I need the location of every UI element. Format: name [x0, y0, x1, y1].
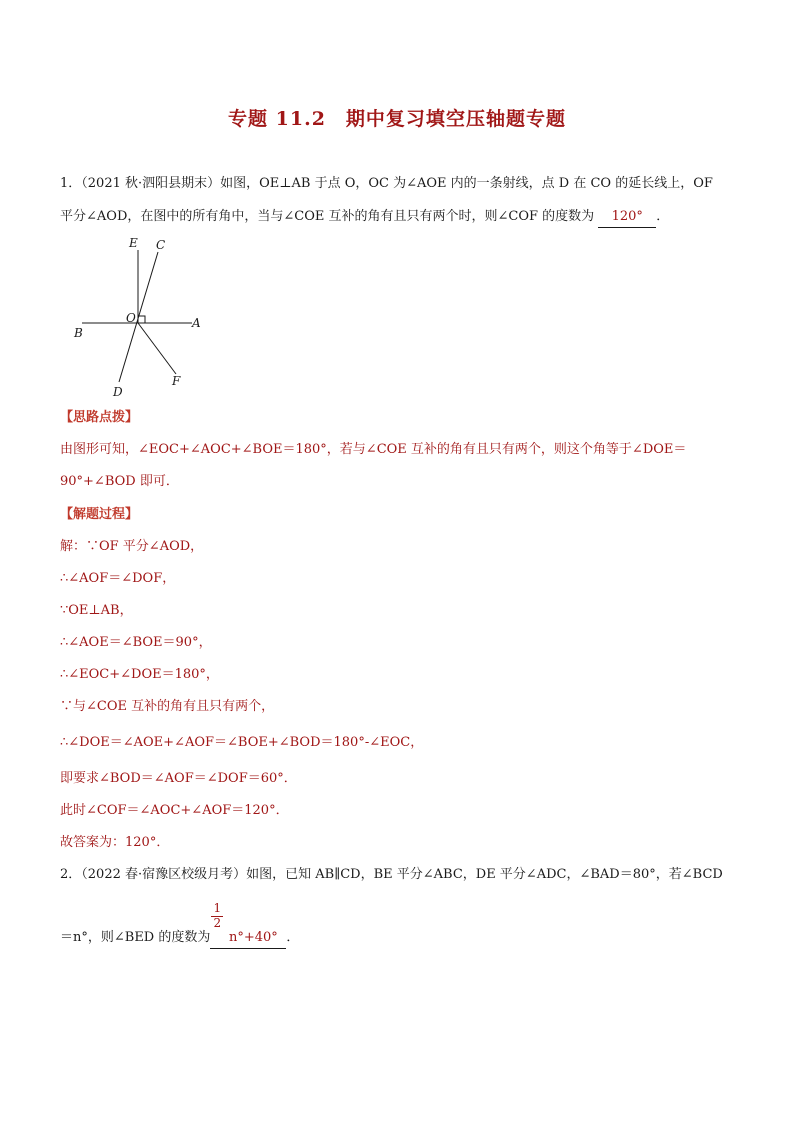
solution-step: ∵OE⊥AB，	[60, 603, 133, 618]
label-e: E	[129, 236, 138, 250]
solution-step: ∴∠DOE＝∠AOE+∠AOF＝∠BOE+∠BOD＝180°-∠EOC，	[60, 735, 424, 750]
question-1-text: 平分∠AOD，在图中的所有角中，当与∠COE 互补的角有且只有两个时，则∠COF 的度数为	[60, 209, 599, 224]
geometry-figure	[64, 232, 224, 404]
ray-of	[138, 323, 176, 374]
solution-heading: 【解题过程】	[60, 507, 139, 522]
label-a: A	[192, 316, 201, 330]
hint-heading: 【思路点拨】	[60, 410, 139, 425]
solution-step: 此时∠COF＝∠AOC+∠AOF＝120°．	[60, 803, 289, 818]
question-2-end: ．	[286, 930, 300, 945]
question-2-line-2	[60, 901, 740, 949]
label-c: C	[156, 238, 166, 252]
question-1-end: ．	[656, 209, 670, 224]
solution-step: 解：∵OF 平分∠AOD，	[60, 539, 204, 554]
question-1-answer: 120°	[598, 207, 656, 228]
solution-step: ∵与∠COE 互补的角有且只有两个，	[60, 699, 275, 714]
page-title: 专题 11.2 期中复习填空压轴题专题	[228, 108, 566, 130]
fraction-denominator: 2	[213, 916, 222, 930]
hint-line-2: 90°+∠BOD 即可．	[60, 474, 179, 489]
label-d: D	[113, 385, 123, 399]
solution-step: ∴∠EOC+∠DOE＝180°，	[60, 667, 219, 682]
question-2-answer	[210, 901, 286, 949]
label-f: F	[172, 374, 181, 388]
solution-step: 故答案为：120°．	[60, 835, 170, 850]
question-2-text: ＝n°，则∠BED 的度数为	[60, 930, 211, 945]
label-b: B	[74, 326, 83, 340]
fraction-numerator: 1	[213, 901, 222, 915]
solution-step: 即要求∠BOD＝∠AOF＝∠DOF＝60°．	[60, 771, 297, 786]
hint-line-1: 由图形可知，∠EOC+∠AOC+∠BOE＝180°，若与∠COE 互补的角有且只有两个，则这个角等于∠DOE＝	[60, 442, 687, 457]
solution-step: ∴∠AOE＝∠BOE＝90°，	[60, 635, 212, 650]
question-1-line-2	[60, 207, 740, 228]
answer-remainder: n°+40°	[228, 930, 278, 945]
label-o: O	[126, 311, 136, 325]
question-1-line-1: 1．（2021 秋·泗阳县期末）如图，OE⊥AB 于点 O，OC 为∠AOE 内的一条射线，点 D 在 CO 的延长线上，OF	[60, 176, 713, 191]
solution-step: ∴∠AOF＝∠DOF，	[60, 571, 176, 586]
right-angle-mark	[138, 316, 145, 323]
question-2-line-1: 2．（2022 春·宿豫区校级月考）如图，已知 AB∥CD，BE 平分∠ABC，DE 平分∠ADC，∠BAD＝80°，若∠BCD	[60, 867, 723, 882]
